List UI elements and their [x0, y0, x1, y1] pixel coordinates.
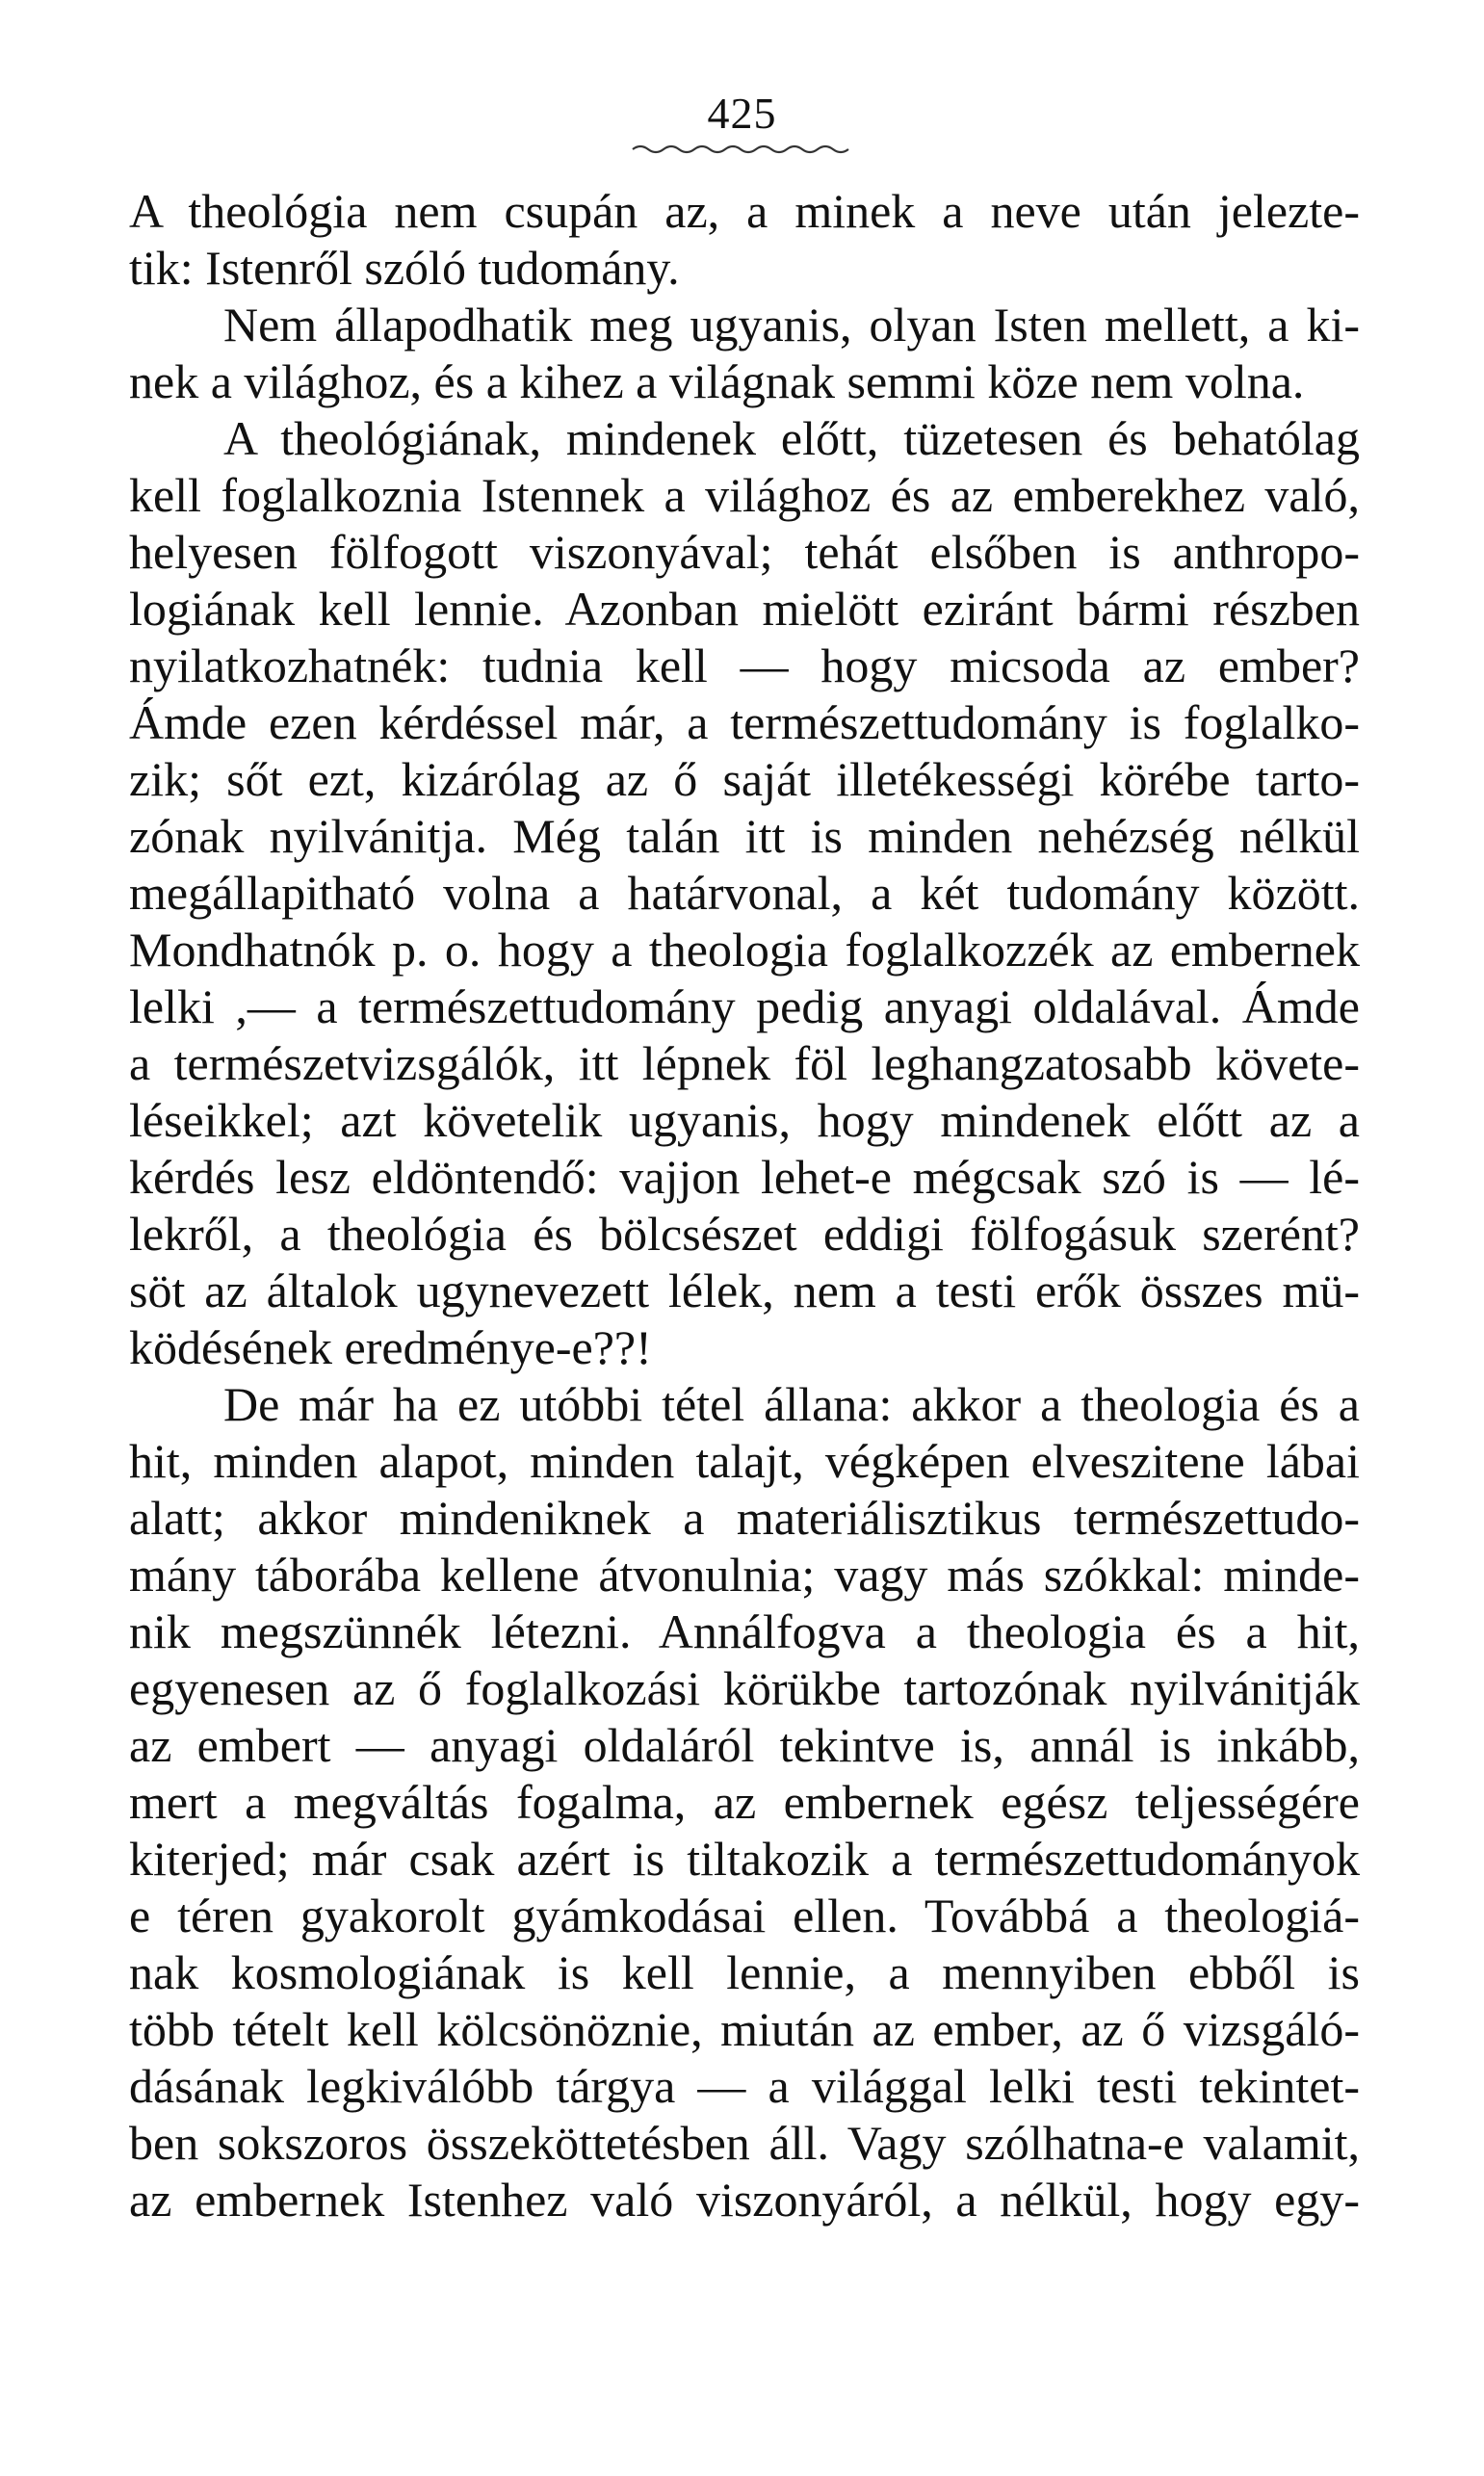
text-line: Ámde ezen kérdéssel már, a természettudomány is foglalko- [129, 695, 1360, 749]
text-line: tik: Istenről szóló tudomány. [129, 241, 680, 295]
text-line: a természetvizsgálók, itt lépnek föl leghangzatosabb követe- [129, 1036, 1360, 1090]
text-line: alatt; akkor mindeniknek a materiálisztikus természettudo- [129, 1491, 1360, 1545]
text-line: dásának legkiválóbb tárgya — a világgal lelki testi tekintet- [129, 2059, 1360, 2113]
text-line: A theológiának, mindenek előtt, tüzetesen és behatólag [223, 411, 1360, 465]
text-line: kell foglalkoznia Istennek a világhoz és az emberekhez való, [129, 468, 1360, 522]
text-line: helyesen fölfogott viszonyával; tehát elsőben is anthropo- [129, 525, 1360, 579]
page-number-ornament [631, 141, 852, 156]
text-line: Nem állapodhatik meg ugyanis, olyan Isten mellett, a ki- [223, 298, 1360, 352]
text-line: ben sokszoros összeköttetésben áll. Vagy szólhatna-e valamit, [129, 2116, 1360, 2170]
text-line: zik; sőt ezt, kizárólag az ő saját illetékességi körébe tarto- [129, 752, 1360, 806]
text-line: e téren gyakorolt gyámkodásai ellen. Továbbá a theologiá- [129, 1889, 1360, 1942]
text-line: megállapitható volna a határvonal, a két tudomány között. [129, 866, 1360, 920]
text-line: hit, minden alapot, minden talajt, végképen elveszitene lábai [129, 1434, 1360, 1488]
text-line: kiterjed; már csak azért is tiltakozik a természettudományok [129, 1832, 1360, 1886]
text-line: zónak nyilvánitja. Még talán itt is minden nehézség nélkül [129, 809, 1360, 863]
text-line: nyilatkozhatnék: tudnia kell — hogy micsoda az ember? [129, 639, 1360, 692]
text-line: ködésének eredménye-e??! [129, 1320, 652, 1374]
text-line: A theológia nem csupán az, a minek a neve után jelezte- [129, 184, 1360, 238]
text-line: söt az általok ugynevezett lélek, nem a testi erők összes mü- [129, 1264, 1360, 1317]
text-line: nek a világhoz, és a kihez a világnak semmi köze nem volna. [129, 354, 1305, 408]
text-line: mert a megváltás fogalma, az embernek egész teljességére [129, 1775, 1360, 1829]
text-line: az embernek Istenhez való viszonyáról, a nélkül, hogy egy- [129, 2173, 1360, 2227]
page-number: 425 [707, 89, 777, 138]
text-line: mány táborába kellene átvonulnia; vagy más szókkal: minde- [129, 1548, 1360, 1602]
text-line: De már ha ez utóbbi tétel állana: akkor a theologia és a [223, 1377, 1360, 1431]
text-line: lelki ,— a természettudomány pedig anyagi oldalával. Ámde [129, 979, 1360, 1033]
text-line: egyenesen az ő foglalkozási körükbe tartozónak nyilvánitják [129, 1661, 1360, 1715]
body-text [129, 183, 1360, 2228]
text-line: léseikkel; azt követelik ugyanis, hogy mindenek előtt az a [129, 1093, 1360, 1147]
text-line: nik megszünnék létezni. Annálfogva a theologia és a hit, [129, 1604, 1360, 1658]
text-line: Mondhatnók p. o. hogy a theologia foglalkozzék az embernek [129, 923, 1360, 977]
text-line: több tételt kell kölcsönöznie, miután az ember, az ő vizsgáló- [129, 2002, 1360, 2056]
text-line: nak kosmologiának is kell lennie, a mennyiben ebből is [129, 1945, 1360, 1999]
text-line: logiának kell lennie. Azonban mielött eziránt bármi részben [129, 582, 1360, 636]
text-line: az embert — anyagi oldaláról tekintve is, annál is inkább, [129, 1718, 1360, 1772]
text-line: kérdés lesz eldöntendő: vajjon lehet-e mégcsak szó is — lé- [129, 1150, 1360, 1204]
text-line: lekről, a theológia és bölcsészet eddigi fölfogásuk szerént? [129, 1207, 1360, 1261]
